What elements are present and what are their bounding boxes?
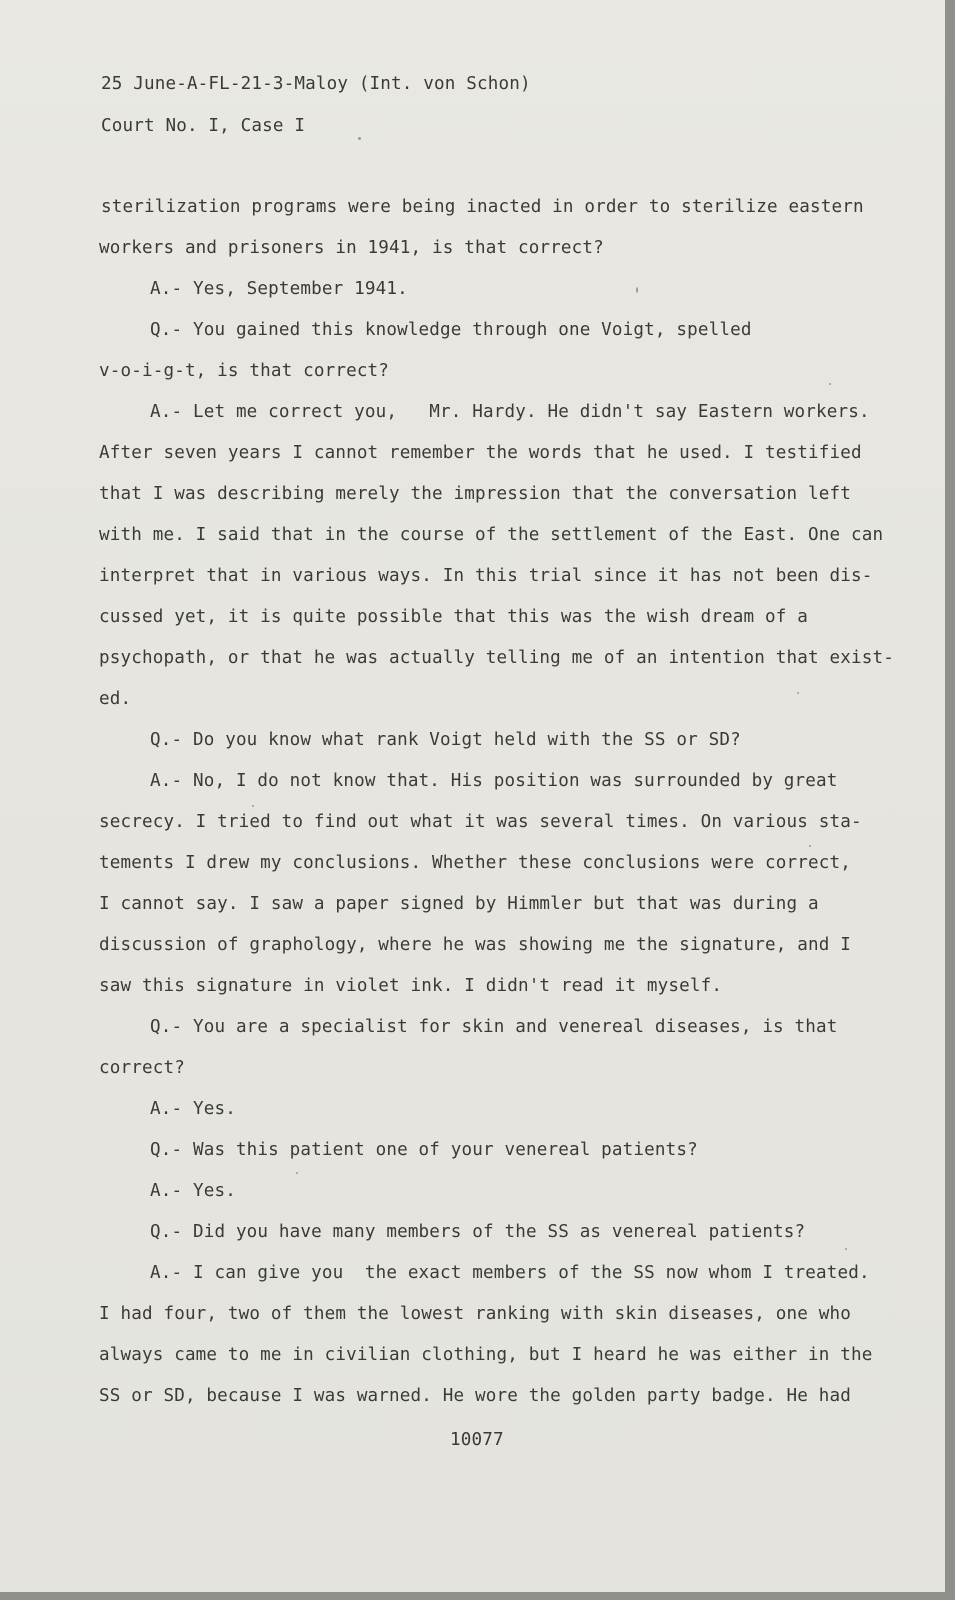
text-line-22: correct? — [99, 1058, 185, 1078]
text-line-26: Q.- Did you have many members of the SS as venereal patients? — [150, 1222, 806, 1242]
header-line-2: Court No. I, Case I — [101, 116, 306, 136]
text-line-9: with me. I said that in the course of the settlement of the East. One can — [99, 525, 884, 545]
text-line-11: cussed yet, it is quite possible that this was the wish dream of a — [99, 607, 808, 627]
text-line-15: A.- No, I do not know that. His position was surrounded by great — [150, 771, 838, 791]
text-line-1: sterilization programs were being inacted in order to sterilize eastern — [101, 197, 864, 217]
paper-speck — [636, 287, 638, 293]
text-line-18: I cannot say. I saw a paper signed by Himmler but that was during a — [99, 894, 819, 914]
text-line-6: A.- Let me correct you, Mr. Hardy. He didn't say Eastern workers. — [150, 402, 870, 422]
page-number: 10077 — [450, 1430, 504, 1450]
text-line-17: tements I drew my conclusions. Whether these conclusions were correct, — [99, 853, 851, 873]
text-line-5: v-o-i-g-t, is that correct? — [99, 361, 390, 381]
text-line-19: discussion of graphology, where he was showing me the signature, and I — [99, 935, 851, 955]
text-line-8: that I was describing merely the impression that the conversation left — [99, 484, 851, 504]
text-line-20: saw this signature in violet ink. I didn't read it myself. — [99, 976, 723, 996]
text-line-25: A.- Yes. — [150, 1181, 236, 1201]
text-line-7: After seven years I cannot remember the words that he used. I testified — [99, 443, 862, 463]
paper-speck — [809, 845, 811, 847]
text-line-27: A.- I can give you the exact members of the SS now whom I treated. — [150, 1263, 870, 1283]
text-line-30: SS or SD, because I was warned. He wore the golden party badge. He had — [99, 1386, 851, 1406]
paper-speck — [358, 137, 361, 140]
paper-speck — [797, 692, 799, 694]
text-line-14: Q.- Do you know what rank Voigt held with the SS or SD? — [150, 730, 741, 750]
text-line-29: always came to me in civilian clothing, but I heard he was either in the — [99, 1345, 873, 1365]
text-line-16: secrecy. I tried to find out what it was several times. On various sta- — [99, 812, 862, 832]
paper-speck — [845, 1248, 847, 1250]
text-line-21: Q.- You are a specialist for skin and venereal diseases, is that — [150, 1017, 838, 1037]
text-line-24: Q.- Was this patient one of your venereal patients? — [150, 1140, 698, 1160]
text-line-13: ed. — [99, 689, 132, 709]
text-line-4: Q.- You gained this knowledge through one Voigt, spelled — [150, 320, 752, 340]
header-line-1: 25 June-A-FL-21-3-Maloy (Int. von Schon) — [101, 74, 531, 94]
paper-speck — [252, 805, 254, 807]
paper-speck — [296, 1172, 298, 1174]
text-line-3: A.- Yes, September 1941. — [150, 279, 408, 299]
text-line-10: interpret that in various ways. In this trial since it has not been dis- — [99, 566, 873, 586]
paper-speck — [829, 383, 831, 385]
text-line-2: workers and prisoners in 1941, is that correct? — [99, 238, 604, 258]
text-line-12: psychopath, or that he was actually telling me of an intention that exist- — [99, 648, 894, 668]
text-line-28: I had four, two of them the lowest ranking with skin diseases, one who — [99, 1304, 851, 1324]
text-line-23: A.- Yes. — [150, 1099, 236, 1119]
